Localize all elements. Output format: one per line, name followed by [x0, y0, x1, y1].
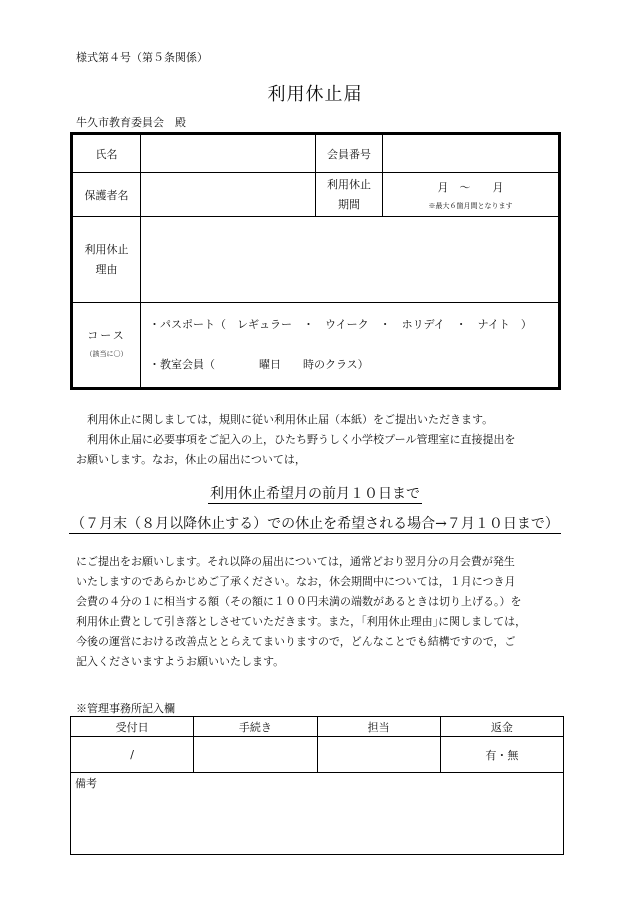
- office-remarks-label: 備考: [75, 777, 97, 790]
- addressee: 牛久市教育委員会 殿: [76, 116, 186, 129]
- guardian-name-field[interactable]: [141, 173, 316, 217]
- office-header-refund: 返金: [440, 717, 563, 737]
- office-remarks-cell[interactable]: [71, 773, 564, 855]
- course-options[interactable]: [141, 303, 560, 389]
- office-header-received-date: 受付日: [71, 717, 194, 737]
- suspension-reason-field[interactable]: [141, 217, 560, 303]
- course-passport-option[interactable]: ・パスポート（ レギュラー ・ ウイーク ・ ホリデイ ・ ナイト ）: [149, 318, 532, 331]
- deadline-emphasis: [0, 483, 630, 503]
- suspension-period-label-line2: 期間: [338, 197, 360, 211]
- office-header-procedure: 手続き: [194, 717, 317, 737]
- suspension-reason-label: [72, 217, 141, 303]
- office-received-date-cell[interactable]: /: [71, 737, 194, 773]
- office-header-staff: 担当: [317, 717, 440, 737]
- paragraph-3-line: 利用休止費として引き落としさせていただきます。また，｢利用休止理由｣に関しましては，: [76, 615, 527, 628]
- course-selection-note: （該当に〇）: [85, 350, 128, 358]
- suspension-reason-label-line2: 理由: [95, 262, 118, 276]
- course-label: [72, 303, 141, 389]
- form-number-label: 様式第４号（第５条関係）: [76, 51, 208, 64]
- member-number-field[interactable]: [383, 134, 560, 173]
- paragraph-3-line: 記入くださいますようお願いいたします。: [76, 655, 285, 668]
- deadline-example-text: （７月末（８月以降休止する）での休止を希望される場合→７月１０日まで）: [71, 516, 559, 532]
- paragraph-3-line: いたしますのであらかじめご了承ください。なお，休会期間中については，１月につき月: [76, 575, 516, 588]
- paragraph-1: 利用休止に関しましては，規則に従い利用休止届（本紙）をご提出いただきます。: [87, 413, 494, 426]
- paragraph-2-line1: 利用休止届に必要事項をご記入の上，ひたち野うしく小学校プール管理室に直接提出を: [87, 433, 516, 446]
- office-staff-cell[interactable]: [317, 737, 440, 773]
- guardian-name-label: 保護者名: [72, 173, 141, 217]
- name-field[interactable]: [141, 134, 316, 173]
- suspension-period-note: ※最大６箇月間となります: [428, 201, 513, 210]
- paragraph-2: [76, 430, 560, 470]
- application-form-table: [70, 132, 561, 390]
- paragraph-3-line: 今後の運営における改善点ととらえてまいりますので，どんなことでも結構ですので，ご: [76, 635, 516, 648]
- deadline-emphasis-text: 利用休止希望月の前月１０日まで: [210, 486, 420, 502]
- paragraph-3-line: 会費の４分の１に相当する額（その額に１００円未満の端数があるときは切り上げる。）を: [76, 595, 522, 608]
- paragraph-2-line2: お願いします。なお，休止の届出については，: [76, 453, 306, 466]
- office-refund-cell[interactable]: 有・無: [440, 737, 563, 773]
- office-use-label: ※管理事務所記入欄: [76, 702, 175, 715]
- paragraph-3: [76, 552, 560, 672]
- suspension-period-value: 月 ～ 月: [437, 180, 504, 194]
- suspension-period-label: [316, 173, 383, 217]
- office-use-table: [70, 716, 564, 855]
- member-number-label: 会員番号: [316, 134, 383, 173]
- course-label-text: コース: [87, 329, 126, 342]
- name-label: 氏名: [72, 134, 141, 173]
- suspension-period-field[interactable]: [383, 173, 560, 217]
- deadline-example: [0, 513, 630, 533]
- office-procedure-cell[interactable]: [194, 737, 317, 773]
- document-title: 利用休止届: [267, 84, 363, 105]
- course-class-option[interactable]: ・教室会員（ 曜日 時のクラス）: [149, 358, 369, 371]
- suspension-period-label-line1: 利用休止: [327, 177, 371, 191]
- paragraph-3-line: にご提出をお願いします。それ以降の届出については，通常どおり翌月分の月会費が発生: [76, 555, 515, 568]
- suspension-reason-label-line1: 利用休止: [84, 242, 129, 256]
